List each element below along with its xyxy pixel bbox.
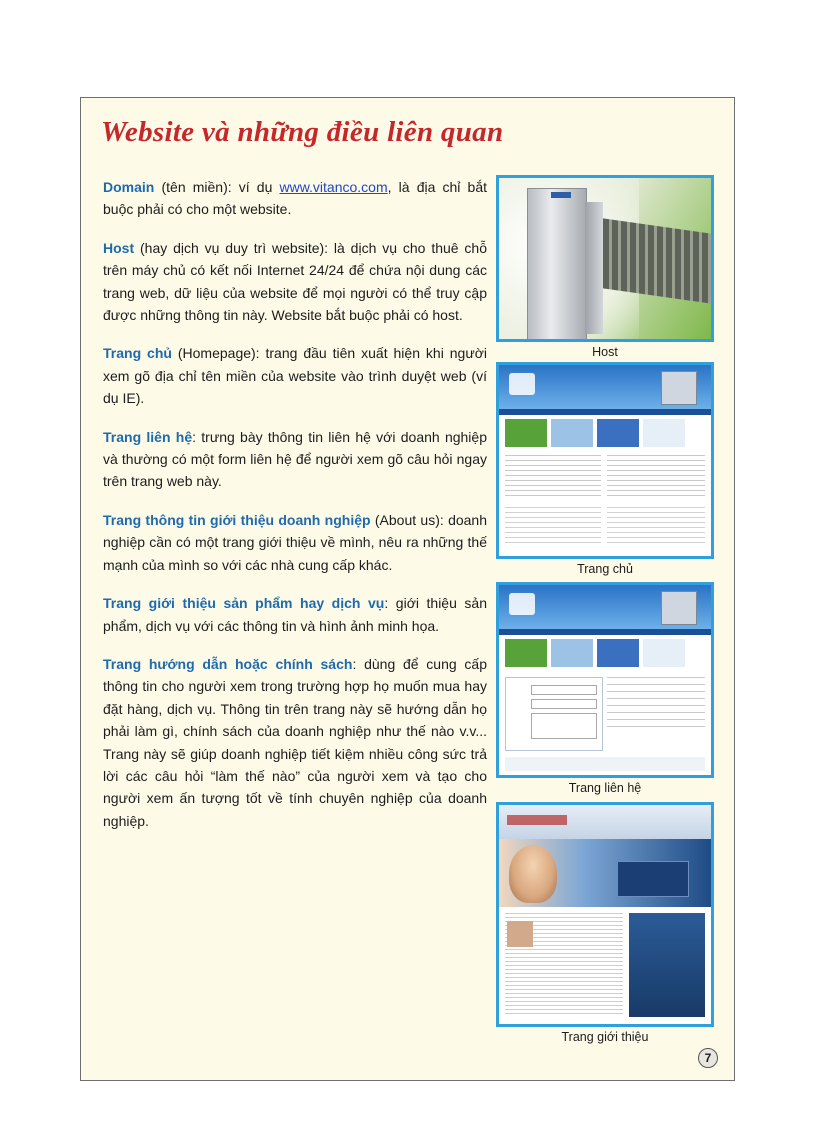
products-text: : giới thiệu sản phẩm, dịch vụ với các thông tin và hình ảnh minh họa. bbox=[103, 595, 487, 634]
figure-about bbox=[496, 802, 714, 1044]
contact-image bbox=[496, 582, 714, 778]
page-number: 7 bbox=[698, 1048, 718, 1068]
homepage-text: (Homepage): trang đầu tiên xuất hiện khi người xem gõ địa chỉ tên miền của website vào trình duyệt web (ví dụ IE). bbox=[103, 345, 487, 407]
server-tower bbox=[527, 188, 587, 340]
domain-example-link[interactable]: www.vitanco.com bbox=[279, 179, 388, 195]
caption-host: Host bbox=[592, 345, 618, 359]
caption-homepage: Trang chủ bbox=[577, 562, 633, 576]
contact-form-message bbox=[531, 713, 597, 739]
homepage-product-thumb-3 bbox=[597, 419, 639, 447]
host-image bbox=[496, 175, 714, 342]
about-login-box bbox=[617, 861, 689, 897]
contact-thumb-1 bbox=[505, 639, 547, 667]
homepage-content-block-3 bbox=[505, 507, 601, 547]
about-text: (About us): doanh nghiệp cần có một trang giới thiệu về mình, nêu ra những thế mạnh của mình so với các nhà cung cấp khác. bbox=[103, 511, 488, 573]
term-contact: Trang liên hệ bbox=[103, 428, 193, 445]
contact-form-field-1 bbox=[531, 685, 597, 695]
term-about: Trang thông tin giới thiệu doanh nghiệp bbox=[103, 511, 371, 528]
server-led-panel bbox=[551, 192, 571, 198]
figure-host bbox=[496, 175, 714, 359]
blade-servers bbox=[603, 218, 711, 303]
figure-homepage bbox=[496, 362, 714, 576]
homepage-content-block-4 bbox=[607, 507, 705, 547]
homepage-nav-bar bbox=[499, 409, 711, 415]
term-domain: Domain bbox=[103, 179, 155, 195]
section-homepage bbox=[103, 342, 487, 409]
host-text: (hay dịch vụ duy trì website): là dịch vụ cho thuê chỗ trên máy chủ có kết nối Internet 24/24 để chứa nội dung các trang web, dữ liệu của website để mọi người có thể truy cập được những thông tin này. Website bắt buộc phải có host. bbox=[103, 239, 487, 324]
contact-info-block bbox=[607, 677, 705, 733]
contact-footer bbox=[505, 757, 705, 771]
policy-text: : dùng để cung cấp thông tin cho người xem trong trường hợp họ muốn mua hay đặt hàng, dịch vụ. Thông tin trên trang này sẽ hướng dẫn họ phải làm gì, chính sách của doanh nghiệp như thế nào v.v... Trang này sẽ giúp doanh nghiệp tiết kiệm nhiều công sức trả lời các câu hỏi “làm thế nào” của người xem và tạo cho người xem ấn tượng tốt về tính chuyên nghiệp của doanh nghiệp. bbox=[103, 655, 487, 829]
section-contact bbox=[103, 426, 487, 493]
homepage-computer-graphic bbox=[661, 371, 697, 405]
term-products: Trang giới thiệu sản phẩm hay dịch vụ bbox=[103, 595, 385, 612]
contact-thumb-4 bbox=[643, 639, 685, 667]
homepage-logo bbox=[509, 373, 535, 395]
contact-logo bbox=[509, 593, 535, 615]
brochure-page bbox=[80, 97, 735, 1081]
term-homepage: Trang chủ bbox=[103, 345, 172, 362]
term-policy: Trang hướng dẫn hoặc chính sách bbox=[103, 655, 353, 672]
about-hero-person bbox=[509, 845, 557, 903]
homepage-services-block bbox=[607, 455, 705, 499]
contact-text: : trưng bày thông tin liên hệ với doanh nghiệp và thường có một form liên hệ để người xem gõ câu hỏi ngay trên trang web này. bbox=[103, 428, 487, 490]
contact-form-field-2 bbox=[531, 699, 597, 709]
section-about bbox=[103, 509, 487, 576]
contact-nav-bar bbox=[499, 629, 711, 635]
about-image bbox=[496, 802, 714, 1027]
server-side-panel bbox=[585, 202, 603, 334]
about-article-photo bbox=[507, 921, 533, 947]
about-sidebar bbox=[629, 913, 705, 1017]
section-products bbox=[103, 592, 487, 637]
contact-thumb-2 bbox=[551, 639, 593, 667]
section-domain bbox=[103, 176, 487, 221]
term-host: Host bbox=[103, 239, 135, 256]
homepage-product-thumb-4 bbox=[643, 419, 685, 447]
homepage-product-thumb-1 bbox=[505, 419, 547, 447]
homepage-product-thumb-2 bbox=[551, 419, 593, 447]
page-title: Website và những điều liên quan bbox=[101, 116, 504, 148]
section-policy bbox=[103, 653, 487, 832]
contact-computer-graphic bbox=[661, 591, 697, 625]
text-column bbox=[103, 176, 487, 848]
contact-thumb-3 bbox=[597, 639, 639, 667]
homepage-news-block bbox=[505, 455, 601, 499]
domain-text-pre: (tên miền): ví dụ bbox=[154, 179, 280, 195]
about-logo bbox=[507, 815, 567, 825]
section-host bbox=[103, 237, 487, 327]
caption-contact: Trang liên hệ bbox=[568, 781, 642, 795]
domain-text-post: , là địa chỉ bắt buộc phải có cho một website. bbox=[103, 179, 487, 218]
figure-contact bbox=[496, 582, 714, 795]
homepage-image bbox=[496, 362, 714, 559]
caption-about: Trang giới thiệu bbox=[561, 1030, 649, 1044]
